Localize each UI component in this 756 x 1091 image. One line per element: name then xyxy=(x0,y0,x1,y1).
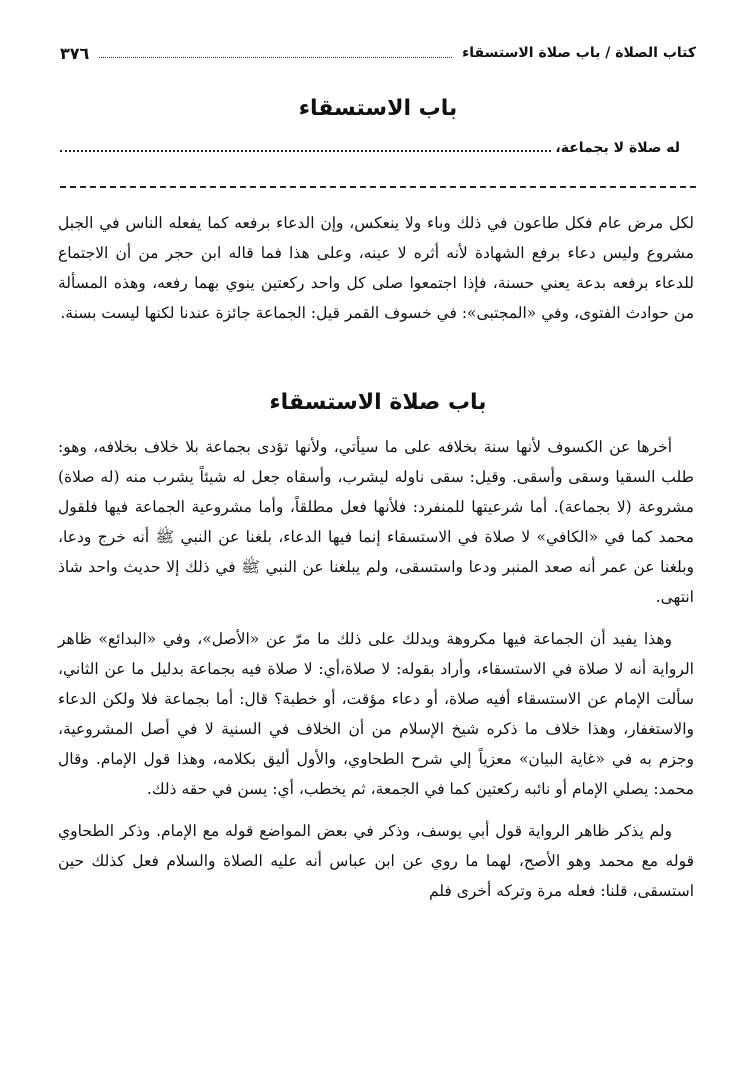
page-number: ٣٧٦ xyxy=(60,43,90,63)
commentary-block-1 xyxy=(58,208,694,340)
header-dotted-rule xyxy=(99,45,452,58)
paragraph: لكل مرض عام فكل طاعون في ذلك وباء ولا ينعكس، وإن الدعاء برفعه كما يفعله الناس في الجبل مشروع وليس دعاء برفع الشهادة لأنه أثره لا عينه، وعلى هذا فما قاله ابن حجر من أن الاجتماع للدعاء برفعه بدعة يعني حسنة، فإذا اجتمعوا صلى كل واحد ركعتين ينوي بهما رفعه، وهذه المسألة من حوادث الفتوى، وفي «المجتبى»: في خسوف القمر قيل: الجماعة جائزة عندنا لكنها ليست بسنة. xyxy=(58,214,694,322)
section-heading: باب صلاة الاستسقاء xyxy=(269,390,487,415)
chapter-heading: باب الاستسقاء xyxy=(298,96,458,121)
paragraph: وهذا يفيد أن الجماعة فيها مكروهة ويدلك على ذلك ما مرّ عن «الأصل»، وفي «البدائع» ظاهر الرواية أنه لا صلاة في الاستسقاء، وأراد بقوله: لا صلاة،أي: لا صلاة فيه بجماعة بدليل ما عن الثاني، سألت الإمام عن الاستسقاء أفيه صلاة، أو دعاء مؤقت، أو خطبة؟ قال: أما بجماعة فلا ولكن الدعاء والاستغفار، وهذا خلاف ما ذكره شيخ الإسلام من أن الخلاف في السنية لا في أصل المشروعية، وجزم به في «غاية البيان» معزياً إلي شرح الطحاوي، والأول أليق بكلامه، وهذا قول الإمام. وقال محمد: يصلي الإمام أو نائبه ركعتين كما في الجمعة، ثم يخطب، أي: يسن في حقه ذلك. xyxy=(58,630,694,798)
matn-line xyxy=(60,140,680,156)
paragraph: أخرها عن الكسوف لأنها سنة بخلافه على ما سيأتي، ولأنها تؤدى بجماعة بلا خلاف بخلافه، وهو: طلب السقيا وسقى وأسقى. وقيل: سقى ناوله ليشرب، وأسقاه جعل له شيئاً يشرب منه (له صلاة) مشروعة (لا بجماعة). أما شرعيتها للمنفرد: فلأنها فعل مطلقاً، وأما مشروعية الجماعة فيها فلقول محمد كما في «الكافي» لا صلاة في الاستسقاء إنما فيها الدعاء، بلغنا عن النبي ﷺ أنه خرج ودعا، وبلغنا عن عمر أنه صعد المنبر ودعا واستسقى، ولم يبلغنا عن النبي ﷺ في ذلك إلا حديث واحد شاذ انتهى. xyxy=(58,438,694,606)
header-title: كتاب الصلاة / باب صلاة الاستسقاء xyxy=(462,45,696,61)
paragraph: ولم يذكر ظاهر الرواية قول أبي يوسف، وذكر في بعض المواضع قوله مع الإمام. وذكر الطحاوي قوله مع محمد وهو الأصح، لهما ما روي عن ابن عباس أنه عليه الصلاة والسلام فعل كذلك حين استسقى، قلنا: فعله مرة وتركه أخرى فلم xyxy=(58,822,694,900)
running-header xyxy=(60,40,696,66)
matn-text: له صلاة لا بجماعة، xyxy=(555,140,680,156)
commentary-block-2 xyxy=(58,432,694,918)
matn-dotted-rule xyxy=(60,140,551,152)
section-separator xyxy=(60,186,696,188)
